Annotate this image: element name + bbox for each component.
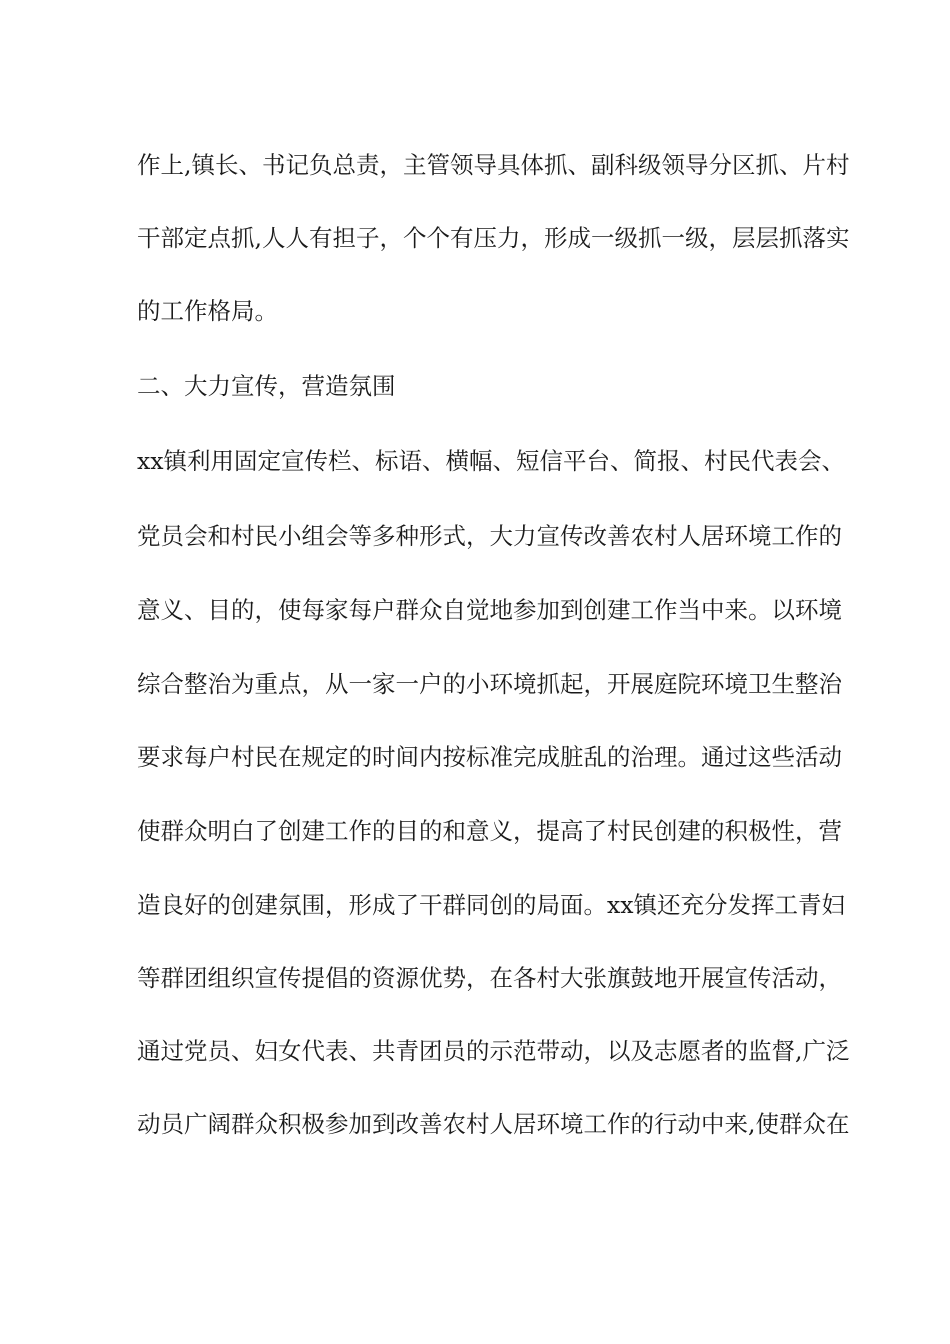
text-line: 党员会和村民小组会等多种形式，大力宣传改善农村人居环境工作的 [137, 522, 842, 550]
text-line: 通过党员、妇女代表、共青团员的示范带动，以及志愿者的监督,广泛 [137, 1037, 850, 1065]
text-line: 使群众明白了创建工作的目的和意义，提高了村民创建的积极性，营 [137, 817, 842, 845]
text-line: 造良好的创建氛围，形成了干群同创的局面。xx镇还充分发挥工青妇 [137, 891, 846, 919]
text-line: 干部定点抓,人人有担子，个个有压力，形成一级抓一级，层层抓落实 [137, 224, 850, 252]
text-line: 作上,镇长、书记负总责，主管领导具体抓、副科级领导分区抓、片村 [137, 151, 850, 179]
text-line: 等群团组织宣传提倡的资源优势，在各村大张旗鼓地开展宣传活动， [137, 964, 842, 992]
text-line: 动员广阔群众积极参加到改善农村人居环境工作的行动中来,使群众在 [137, 1110, 850, 1138]
text-line: 要求每户村民在规定的时间内按标准完成脏乱的治理。通过这些活动 [137, 743, 842, 771]
text-line: 的工作格局。 [137, 297, 278, 325]
section-heading: 二、大力宣传，营造氛围 [137, 372, 396, 400]
text-line: 意义、目的，使每家每户群众自觉地参加到创建工作当中来。以环境 [137, 596, 842, 624]
text-line: xx镇利用固定宣传栏、标语、横幅、短信平台、简报、村民代表会、 [137, 447, 846, 475]
text-line: 综合整治为重点，从一家一户的小环境抓起，开展庭院环境卫生整治 [137, 670, 842, 698]
